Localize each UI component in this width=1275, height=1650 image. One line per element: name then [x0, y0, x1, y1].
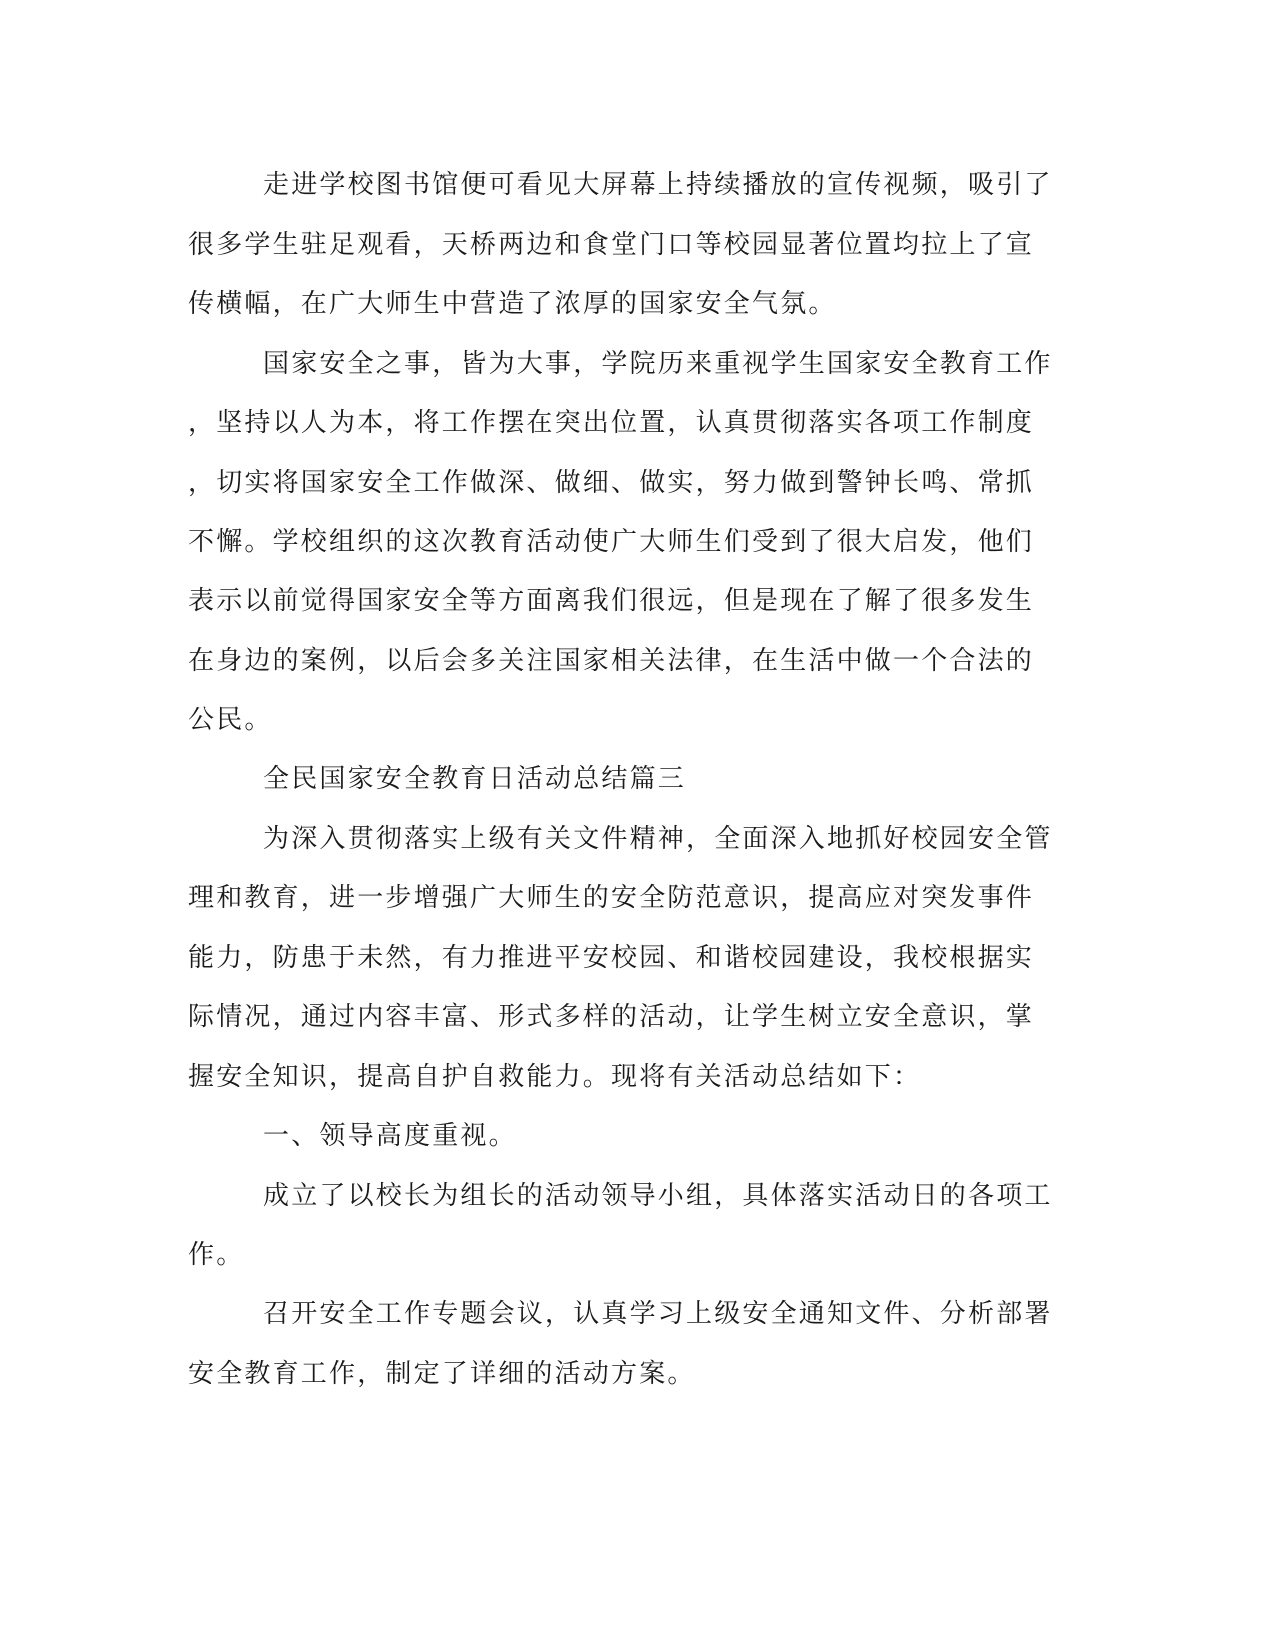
- paragraph-3-line-4: 际情况，通过内容丰富、形式多样的活动，让学生树立安全意识，掌: [188, 1002, 1035, 1032]
- paragraph-3-line-3: 能力，防患于未然，有力推进平安校园、和谐校园建设，我校根据实: [188, 943, 1035, 973]
- paragraph-1-line-1: 走进学校图书馆便可看见大屏幕上持续播放的宣传视频，吸引了: [263, 170, 1053, 200]
- paragraph-2-line-2: ，坚持以人为本，将工作摆在突出位置，认真贯彻落实各项工作制度: [188, 408, 1035, 438]
- section-heading: 全民国家安全教育日活动总结篇三: [263, 764, 687, 794]
- paragraph-3-line-1: 为深入贯彻落实上级有关文件精神，全面深入地抓好校园安全管: [263, 824, 1053, 854]
- paragraph-1-line-2: 很多学生驻足观看，天桥两边和食堂门口等校园显著位置均拉上了宣: [188, 230, 1035, 260]
- paragraph-5-line-1: 召开安全工作专题会议，认真学习上级安全通知文件、分析部署: [263, 1299, 1053, 1329]
- paragraph-3-line-2: 理和教育，进一步增强广大师生的安全防范意识，提高应对突发事件: [188, 883, 1035, 913]
- paragraph-2-line-1: 国家安全之事，皆为大事，学院历来重视学生国家安全教育工作: [263, 349, 1053, 379]
- paragraph-4-line-1: 成立了以校长为组长的活动领导小组，具体落实活动日的各项工: [263, 1181, 1053, 1211]
- paragraph-2-line-4: 不懈。学校组织的这次教育活动使广大师生们受到了很大启发，他们: [188, 527, 1035, 557]
- paragraph-2-line-3: ，切实将国家安全工作做深、做细、做实，努力做到警钟长鸣、常抓: [188, 468, 1035, 498]
- paragraph-2-line-6: 在身边的案例，以后会多关注国家相关法律，在生活中做一个合法的: [188, 646, 1035, 676]
- paragraph-1-line-3: 传横幅，在广大师生中营造了浓厚的国家安全气氛。: [188, 289, 837, 319]
- paragraph-2-line-7: 公民。: [188, 705, 273, 735]
- paragraph-3-line-5: 握安全知识，提高自护自救能力。现将有关活动总结如下：: [188, 1062, 922, 1092]
- paragraph-2-line-5: 表示以前觉得国家安全等方面离我们很远，但是现在了解了很多发生: [188, 586, 1035, 616]
- paragraph-5-line-2: 安全教育工作，制定了详细的活动方案。: [188, 1359, 696, 1389]
- paragraph-4-line-2: 作。: [188, 1240, 245, 1270]
- subheading-leadership: 一、领导高度重视。: [263, 1121, 517, 1151]
